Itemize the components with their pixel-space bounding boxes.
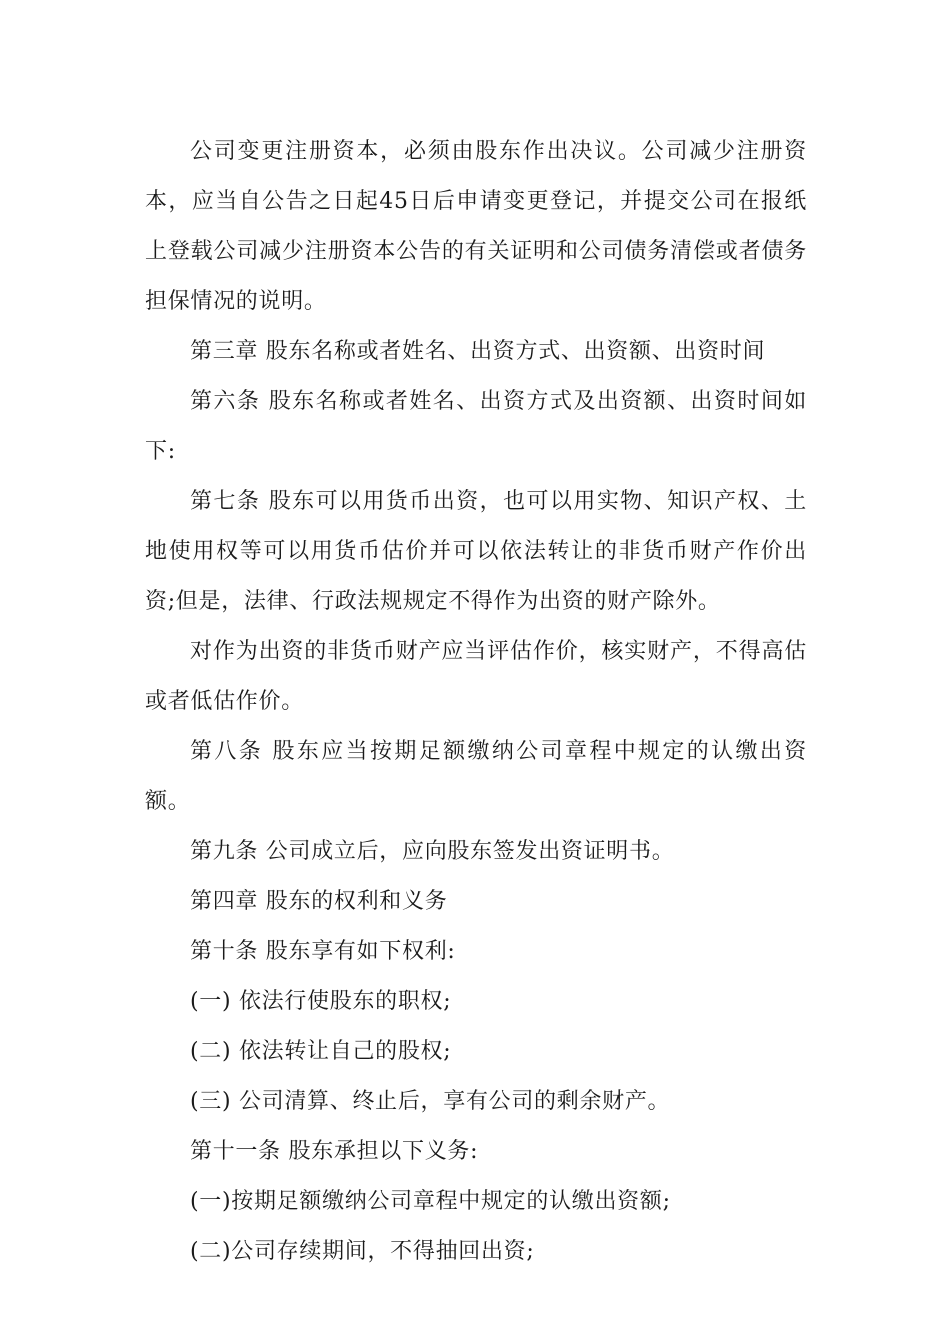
article-eleven: 第十一条 股东承担以下义务: bbox=[190, 1139, 479, 1164]
article-eight: 第八条 股东应当按期足额缴纳公司章程中规定的认缴出资额。 bbox=[145, 739, 807, 814]
list-item-obligation-1: (一)按期足额缴纳公司章程中规定的认缴出资额; bbox=[190, 1189, 671, 1214]
list-item-right-3: (三) 公司清算、终止后，享有公司的剩余财产。 bbox=[190, 1089, 671, 1114]
list-item-right-2: (二) 依法转让自己的股权; bbox=[190, 1039, 452, 1064]
paragraph-non-monetary-valuation: 对作为出资的非货币财产应当评估作价，核实财产，不得高估或者低估作价。 bbox=[145, 639, 807, 714]
article-nine: 第九条 公司成立后，应向股东签发出资证明书。 bbox=[190, 839, 675, 864]
list-item-right-1: (一) 依法行使股东的职权; bbox=[190, 989, 452, 1014]
list-item-obligation-2: (二)公司存续期间，不得抽回出资; bbox=[190, 1239, 535, 1264]
document-body bbox=[145, 127, 807, 1277]
chapter-three-heading: 第三章 股东名称或者姓名、出资方式、出资额、出资时间 bbox=[190, 339, 766, 364]
article-seven: 第七条 股东可以用货币出资，也可以用实物、知识产权、土地使用权等可以用货币估价并可以依法转让的非货币财产作价出资;但是，法律、行政法规规定不得作为出资的财产除外。 bbox=[145, 489, 807, 614]
article-six: 第六条 股东名称或者姓名、出资方式及出资额、出资时间如下: bbox=[145, 389, 807, 464]
paragraph-registered-capital-change: 公司变更注册资本，必须由股东作出决议。公司减少注册资本，应当自公告之日起45日后申请变更登记，并提交公司在报纸上登载公司减少注册资本公告的有关证明和公司债务清偿或者债务担保情况的说明。 bbox=[145, 139, 807, 314]
article-ten: 第十条 股东享有如下权利: bbox=[190, 939, 456, 964]
chapter-four-heading: 第四章 股东的权利和义务 bbox=[190, 889, 448, 914]
